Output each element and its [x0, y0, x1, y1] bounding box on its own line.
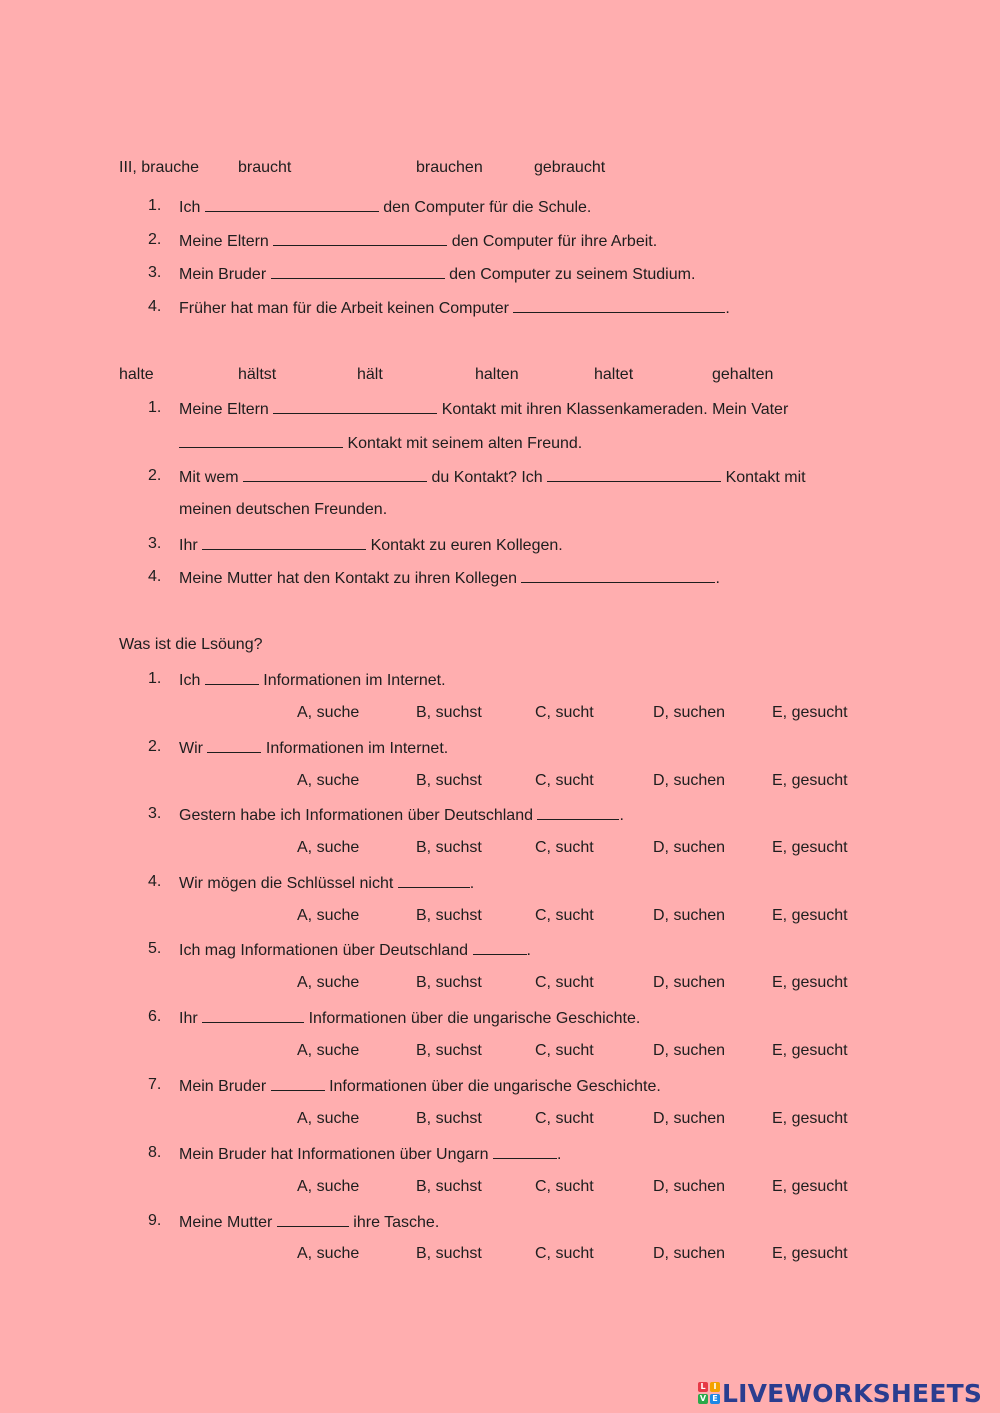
option-a[interactable]: A, suche — [297, 1110, 360, 1127]
option-c[interactable]: C, sucht — [535, 907, 594, 924]
question-line — [179, 1008, 640, 1028]
answer-blank[interactable] — [205, 197, 379, 212]
option-d[interactable]: D, suchen — [653, 1178, 726, 1195]
question-number: 2. — [148, 738, 162, 755]
option-e[interactable]: E, gesucht — [772, 1110, 848, 1127]
question-text-mid: du Kontakt? Ich — [431, 469, 543, 486]
logo-letter: V — [699, 1394, 707, 1403]
question-line — [179, 231, 657, 251]
logo-letter: L — [698, 1382, 708, 1392]
question-text-after: . — [469, 875, 475, 892]
option-e[interactable]: E, gesucht — [772, 704, 848, 721]
answer-blank[interactable] — [202, 1008, 304, 1023]
option-e[interactable]: E, gesucht — [772, 907, 848, 924]
option-b[interactable]: B, suchst — [416, 1110, 482, 1127]
answer-blank[interactable] — [521, 568, 715, 583]
question-number: 2. — [148, 231, 162, 248]
word-bank-item: hältst — [238, 366, 277, 383]
answer-blank[interactable] — [273, 399, 437, 414]
option-b[interactable]: B, suchst — [416, 772, 482, 789]
option-b[interactable]: B, suchst — [416, 1245, 482, 1262]
answer-blank[interactable] — [271, 264, 445, 279]
answer-blank[interactable] — [493, 1144, 557, 1159]
logo-letter: E — [710, 1394, 720, 1404]
option-c[interactable]: C, sucht — [535, 1042, 594, 1059]
question-line — [179, 670, 446, 690]
option-d[interactable]: D, suchen — [653, 704, 726, 721]
question-text-before: Ich — [179, 199, 201, 216]
option-a[interactable]: A, suche — [297, 704, 360, 721]
question-text-before: Meine Mutter — [179, 1214, 273, 1231]
question-text-before: Meine Eltern — [179, 401, 269, 418]
question-text-after: . — [556, 1146, 562, 1163]
question-text-after: Informationen im Internet. — [263, 672, 446, 689]
question-text-before: Mein Bruder hat Informationen über Ungarn — [179, 1146, 489, 1163]
question-text-after: . — [715, 570, 720, 587]
option-a[interactable]: A, suche — [297, 1178, 360, 1195]
question-line-continued — [179, 501, 387, 519]
word-bank-item: hält — [357, 366, 383, 383]
question-line — [179, 298, 730, 318]
question-text-after: . — [619, 807, 624, 824]
option-b[interactable]: B, suchst — [416, 974, 482, 991]
word-bank-item: III, brauche — [119, 159, 200, 176]
liveworksheets-logo — [698, 1378, 982, 1408]
question-text-before: Meine Eltern — [179, 233, 269, 250]
answer-blank[interactable] — [398, 873, 470, 888]
option-c[interactable]: C, sucht — [535, 704, 594, 721]
option-e[interactable]: E, gesucht — [772, 772, 848, 789]
question-number: 4. — [148, 568, 162, 585]
option-c[interactable]: C, sucht — [535, 974, 594, 991]
question-line — [179, 535, 563, 555]
question-number: 9. — [148, 1212, 162, 1229]
question-line — [179, 1076, 661, 1096]
question-line — [179, 568, 720, 588]
question-text-before: Gestern habe ich Informationen über Deutschland — [179, 807, 533, 824]
option-d[interactable]: D, suchen — [653, 772, 726, 789]
option-c[interactable]: C, sucht — [535, 839, 594, 856]
word-bank-item: brauchen — [416, 159, 483, 176]
option-e[interactable]: E, gesucht — [772, 974, 848, 991]
option-c[interactable]: C, sucht — [535, 1178, 594, 1195]
answer-blank[interactable] — [271, 1076, 325, 1091]
option-c[interactable]: C, sucht — [535, 772, 594, 789]
word-bank-item: braucht — [238, 159, 292, 176]
question-number: 3. — [148, 264, 162, 281]
question-text-after: meinen deutschen Freunden. — [179, 501, 388, 518]
question-number: 8. — [148, 1144, 162, 1161]
question-number: 3. — [148, 535, 162, 552]
logo-letter: I — [710, 1382, 720, 1392]
answer-blank[interactable] — [273, 231, 447, 246]
answer-blank[interactable] — [205, 670, 259, 685]
question-text-before: Wir mögen die Schlüssel nicht — [179, 875, 394, 892]
word-bank-item: haltet — [594, 366, 634, 383]
option-b[interactable]: B, suchst — [416, 1042, 482, 1059]
question-line — [179, 738, 448, 758]
word-bank-item: gebraucht — [534, 159, 606, 176]
question-text-after: den Computer für ihre Arbeit. — [451, 233, 658, 250]
question-text-before: Mit wem — [179, 469, 239, 486]
logo-icon — [698, 1382, 720, 1404]
question-number: 1. — [148, 399, 162, 416]
option-d[interactable]: D, suchen — [653, 907, 726, 924]
answer-blank[interactable] — [277, 1212, 349, 1227]
logo-text: LIVEWORKSHEETS — [722, 1378, 983, 1408]
option-b[interactable]: B, suchst — [416, 704, 482, 721]
question-number: 2. — [148, 467, 162, 484]
question-line-continued — [179, 433, 582, 453]
question-text-after: Informationen im Internet. — [265, 740, 449, 757]
question-line — [179, 1144, 561, 1164]
question-line — [179, 940, 531, 960]
word-bank-item: halten — [475, 366, 519, 383]
question-text-before: Wir — [179, 740, 203, 757]
question-number: 6. — [148, 1008, 162, 1025]
question-text-mid2: Kontakt mit — [725, 469, 806, 486]
question-text-mid: Kontakt mit ihren Klassenkameraden. Mein Vater — [441, 401, 789, 418]
option-e[interactable]: E, gesucht — [772, 1178, 848, 1195]
option-d[interactable]: D, suchen — [653, 839, 726, 856]
question-text-after: Informationen über die ungarische Geschichte. — [329, 1078, 661, 1095]
question-text-after: den Computer zu seinem Studium. — [449, 266, 696, 283]
question-text-after: Kontakt mit seinem alten Freund. — [347, 435, 583, 452]
question-line — [179, 805, 624, 825]
question-number: 1. — [148, 670, 162, 687]
option-e[interactable]: E, gesucht — [772, 839, 848, 856]
section3-title: Was ist die Lsöung? — [119, 636, 263, 653]
option-d[interactable]: D, suchen — [653, 1042, 726, 1059]
question-line — [179, 467, 806, 487]
question-text-before: Ihr — [179, 537, 198, 554]
question-number: 3. — [148, 805, 162, 822]
question-text-before: Früher hat man für die Arbeit keinen Computer — [179, 300, 509, 317]
option-a[interactable]: A, suche — [297, 839, 360, 856]
question-text-before: Mein Bruder — [179, 266, 267, 283]
word-bank-item: gehalten — [712, 366, 774, 383]
question-text-before: Meine Mutter hat den Kontakt zu ihren Kollegen — [179, 570, 517, 587]
question-line — [179, 264, 695, 284]
answer-blank[interactable] — [473, 940, 527, 955]
question-number: 1. — [148, 197, 162, 214]
option-d[interactable]: D, suchen — [653, 1110, 726, 1127]
option-a[interactable]: A, suche — [297, 772, 360, 789]
question-number: 7. — [148, 1076, 162, 1093]
answer-blank[interactable] — [513, 298, 725, 313]
question-text-before: Ihr — [179, 1010, 198, 1027]
option-c[interactable]: C, sucht — [535, 1245, 594, 1262]
question-line — [179, 399, 788, 419]
option-e[interactable]: E, gesucht — [772, 1042, 848, 1059]
option-d[interactable]: D, suchen — [653, 974, 726, 991]
question-line — [179, 197, 591, 217]
question-number: 4. — [148, 873, 162, 890]
option-c[interactable]: C, sucht — [535, 1110, 594, 1127]
answer-blank[interactable] — [179, 433, 343, 448]
question-text-after: . — [526, 942, 531, 959]
option-d[interactable]: D, suchen — [653, 1245, 726, 1262]
answer-blank[interactable] — [207, 738, 261, 753]
answer-blank[interactable] — [537, 805, 619, 820]
option-e[interactable]: E, gesucht — [772, 1245, 848, 1262]
word-bank-item: halte — [119, 366, 154, 383]
answer-blank[interactable] — [202, 535, 366, 550]
question-text-before: Mein Bruder — [179, 1078, 267, 1095]
question-text-before: Ich — [179, 672, 201, 689]
option-b[interactable]: B, suchst — [416, 839, 482, 856]
question-text-before: Ich mag Informationen über Deutschland — [179, 942, 469, 959]
option-a[interactable]: A, suche — [297, 907, 360, 924]
question-line — [179, 1212, 439, 1232]
question-text-after: Kontakt zu euren Kollegen. — [370, 537, 563, 554]
option-a[interactable]: A, suche — [297, 1042, 360, 1059]
question-text-after: den Computer für die Schule. — [383, 199, 592, 216]
question-number: 4. — [148, 298, 162, 315]
question-text-after: . — [725, 300, 730, 317]
option-a[interactable]: A, suche — [297, 1245, 360, 1262]
question-number: 5. — [148, 940, 162, 957]
question-text-after: Informationen über die ungarische Geschichte. — [308, 1010, 641, 1027]
answer-blank[interactable] — [243, 467, 427, 482]
question-text-after: ihre Tasche. — [353, 1214, 440, 1231]
option-a[interactable]: A, suche — [297, 974, 360, 991]
option-b[interactable]: B, suchst — [416, 907, 482, 924]
option-b[interactable]: B, suchst — [416, 1178, 482, 1195]
answer-blank[interactable] — [547, 467, 721, 482]
question-line — [179, 873, 474, 893]
